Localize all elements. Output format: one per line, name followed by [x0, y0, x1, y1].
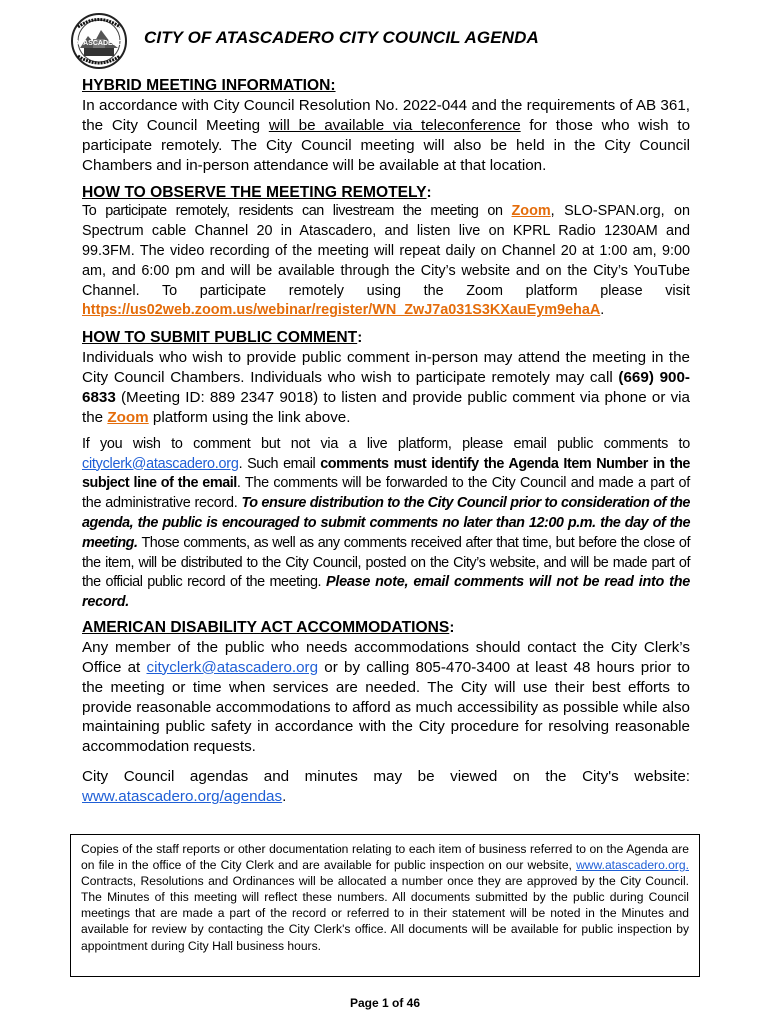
- ada-clerk-email-link[interactable]: cityclerk@atascadero.org: [146, 658, 319, 676]
- page-title: CITY OF ATASCADERO CITY COUNCIL AGENDA: [144, 28, 539, 47]
- public-comment-section: HOW TO SUBMIT PUBLIC COMMENT: Individuals who wish to provide public comment in-person may attend the meeting in the City Council Chambers. Individuals who wish to participate remotely may call (669) 900-6833 (Meeting ID: 889 2347 9018) to listen and provide public comment via phone or via the Zoom platform using the link above.: [82, 329, 690, 426]
- hybrid-heading: HYBRID MEETING INFORMATION:: [82, 77, 336, 94]
- observe-section: HOW TO OBSERVE THE MEETING REMOTELY: To participate remotely, residents can livestream the meeting on Zoom, SLO-SPAN.org, on Spectrum cable Channel 20 in Atascadero, and listen live on KPRL Radio 1230AM and 99.3FM. The video recording of the meeting will repeat daily on Channel 20 at 1:00 am, 9:00 am, and 6:00 pm and will be available through the City’s website and on the City’s YouTube Channel. To participate remotely using the Zoom platform please visit https://us02web.zoom.us/webinar/register/WN_ZwJ7a031S3KXauEym9ehaA.: [82, 183, 690, 322]
- deadline-notice: To ensure distribution to the City Council prior to consideration of the agenda, the public is encouraged to submit comments no later than 12:00 p.m. the day of the meeting.: [82, 495, 690, 551]
- public-comment-heading: HOW TO SUBMIT PUBLIC COMMENT: [82, 329, 358, 347]
- zoom-link[interactable]: Zoom: [511, 203, 551, 220]
- agendas-website-link[interactable]: www.atascadero.org/agendas: [82, 788, 283, 806]
- svg-text:ATASCADERO: ATASCADERO: [74, 40, 124, 47]
- agendas-paragraph: City Council agendas and minutes may be viewed on the City's website: www.atascadero.org/agendas.: [82, 768, 690, 806]
- not-read-notice: Please note, email comments will not be read into the record.: [82, 574, 690, 611]
- agendas-section: [82, 767, 690, 807]
- agenda-body: [82, 76, 690, 807]
- ada-paragraph: Any member of the public who needs accommodations should contact the City Clerk’s Office at cityclerk@atascadero.org or by calling 805-470-3400 at least 48 hours prior to the meeting or time when services are needed. The City will use their best efforts to provide reasonable accommodations to afford as much accessibility as possible while also maintaining public safety in accordance with the City procedure for resolving reasonable accommodation requests.: [82, 638, 691, 756]
- clerk-email-link[interactable]: cityclerk@atascadero.org: [82, 455, 239, 472]
- ada-heading: AMERICAN DISABILITY ACT ACCOMMODATIONS: [82, 618, 450, 636]
- hybrid-section: [82, 76, 690, 176]
- subject-line-requirement: comments must identify the Agenda Item Number in the subject line of the email: [82, 455, 690, 492]
- zoom-link-2[interactable]: Zoom: [107, 408, 149, 426]
- ada-section: AMERICAN DISABILITY ACT ACCOMMODATIONS: Any member of the public who needs accommodations should contact the City Clerk’s Office at cityclerk@atascadero.org or by calling 805-470-3400 at least 48 hours prior to the meeting or time when services are needed. The City will use their best efforts to provide reasonable accommodations to afford as much accessibility as possible while also maintaining public safety in accordance with the City procedure for resolving reasonable accommodation requests.: [82, 618, 691, 756]
- teleconference-note: will be available via teleconference: [268, 116, 521, 134]
- observe-paragraph: To participate remotely, residents can livestream the meeting on Zoom, SLO-SPAN.org, on Spectrum cable Channel 20 in Atascadero, and listen live on KPRL Radio 1230AM and 99.3FM. The video recording of the meeting will repeat daily on Channel 20 at 1:00 am, 9:00 am, and 6:00 pm and will be available through the City’s website and on the City’s YouTube Channel. To participate remotely using the Zoom platform please visit https://us02web.zoom.us/webinar/register/WN_ZwJ7a031S3KXauEym9ehaA.: [82, 203, 690, 319]
- observe-heading: HOW TO OBSERVE THE MEETING REMOTELY: [82, 183, 427, 201]
- city-seal-logo: [70, 12, 128, 70]
- public-records-notice: Copies of the staff reports or other documentation relating to each item of business referred to on the Agenda are on file in the office of the City Clerk and are available for public inspection on our website, www.atascadero.org. Contracts, Resolutions and Ordinances will be allocated a number once they are approved by the City Council. The Minutes of this meeting will reflect these numbers. All documents submitted by the public during Council meetings that are made a part of the record or referred to in their statement will be noted in the Minutes and available for review by contacting the City Clerk's office. All documents will be available for public inspection by appointment during City Hall business hours.: [70, 834, 700, 977]
- public-comment-paragraph: Individuals who wish to provide public comment in-person may attend the meeting in the City Council Chambers. Individuals who wish to participate remotely may call (669) 900-6833 (Meeting ID: 889 2347 9018) to listen and provide public comment via phone or via the Zoom platform using the link above.: [82, 349, 690, 426]
- hybrid-paragraph: In accordance with City Council Resolution No. 2022-044 and the requirements of AB 361, the City Council Meeting will be available via teleconference for those who wish to participate remotely. The City Council meeting will also be held in the City Council Chambers and in-person attendance will be available at that location.: [82, 96, 691, 174]
- webinar-register-link[interactable]: https://us02web.zoom.us/webinar/register/WN_ZwJ7a031S3KXauEym9ehaA: [82, 302, 601, 319]
- email-comment-section: [82, 435, 690, 613]
- email-comment-paragraph: If you wish to comment but not via a live platform, please email public comments to cityclerk@atascadero.org. Such email comments must identify the Agenda Item Number in the subject line of the email. The comments will be forwarded to the City Council and made a part of the administrative record. To ensure distribution to the City Council prior to consideration of the agenda, the public is encouraged to submit comments no later than 12:00 p.m. the day of the meeting. Those comments, as well as any comments received after that time, but before the close of the item, will be distributed to the City Council, posted on the City’s website, and will be made part of the official public record of the meeting. Please note, email comments will not be read into the record.: [82, 435, 690, 611]
- page-number: Page 1 of 46: [349, 996, 421, 1010]
- call-in-phone: (669) 900-6833: [82, 369, 690, 406]
- city-website-link[interactable]: www.atascadero.org.: [576, 858, 689, 873]
